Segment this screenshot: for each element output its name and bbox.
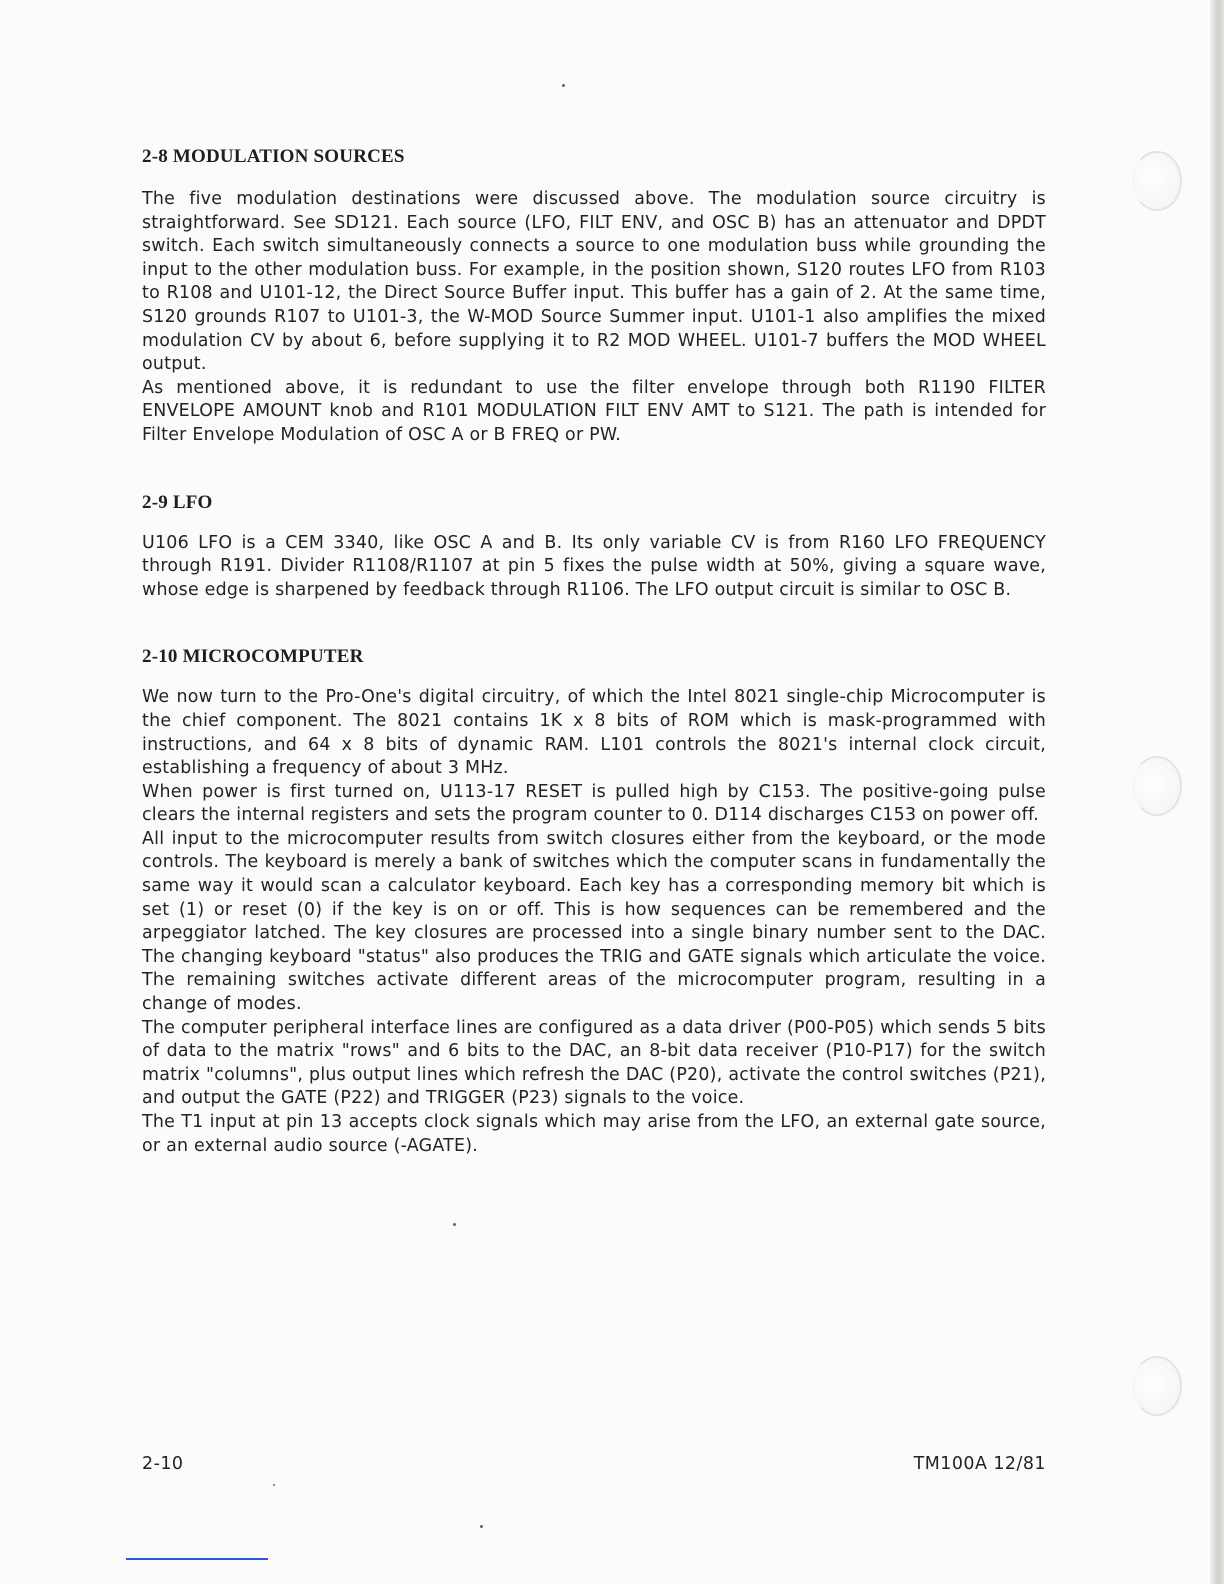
paragraph: The five modulation destinations were discussed above. The modulation source circuitry is straightforward. See SD121. Each source (LFO, FILT ENV, and OSC B) has an attenuator and DPDT switch. Each switch simultaneously connects a source to one modulation buss while grounding the input to the other modulation buss. For example, in the position shown, S120 routes LFO from R103 to R108 and U101-12, the Direct Source Buffer input. This buffer has a gain of 2. At the same time, S120 grounds R107 to U101-3, the W-MOD Source Summer input. U101-1 also amplifies the mixed modulation CV by about 6, before supplying it to R2 MOD WHEEL. U101-7 buffers the MOD WHEEL output. bbox=[142, 189, 1046, 375]
binder-punch-hole bbox=[1132, 1356, 1182, 1416]
section-heading-lfo: 2-9 LFO bbox=[142, 491, 213, 513]
paragraph: As mentioned above, it is redundant to use the filter envelope through both R1190 FILTER ENVELOPE AMOUNT knob and R101 MODULATION FILT ENV AMT to S121. The path is intended for Filter Envelope Modulation of OSC A or B FREQ or PW. bbox=[142, 377, 1046, 445]
document-code: TM100A 12/81 bbox=[913, 1454, 1046, 1474]
scan-speck bbox=[480, 1525, 483, 1528]
blue-rule-line bbox=[126, 1558, 268, 1560]
section-heading-microcomputer: 2-10 MICROCOMPUTER bbox=[142, 646, 364, 668]
paragraph: The computer peripheral interface lines are configured as a data driver (P00-P05) which sends 5 bits of data to the matrix "rows" and 6 bits to the DAC, an 8-bit data receiver (P10-P17) for the switch matrix "columns", plus output lines which refresh the DAC (P20), activate the control switches (P21), and output the GATE (P22) and TRIGGER (P23) signals to the voice. bbox=[142, 1017, 1046, 1109]
document-body bbox=[142, 140, 1046, 1158]
binder-punch-hole bbox=[1132, 151, 1182, 211]
binder-punch-hole bbox=[1132, 756, 1182, 816]
page-footer bbox=[142, 1454, 1046, 1474]
scan-speck bbox=[273, 1484, 275, 1486]
section-heading-modulation-sources: 2-8 MODULATION SOURCES bbox=[142, 146, 405, 167]
scan-speck bbox=[453, 1223, 456, 1226]
paragraph: All input to the microcomputer results from switch closures either from the keyboard, or the mode controls. The keyboard is merely a bank of switches which the computer scans in fundamentally the same way it would scan a calculator keyboard. Each key has a corresponding memory bit which is set (1) or reset (0) if the key is on or off. This is how sequences can be remembered and the arpeggiator latched. The key closures are processed into a single binary number sent to the DAC. The changing keyboard "status" also produces the TRIG and GATE signals which articulate the voice. The remaining switches activate different areas of the microcomputer program, resulting in a change of modes. bbox=[142, 828, 1046, 1015]
page-edge-shadow bbox=[1210, 0, 1224, 1584]
paragraph: We now turn to the Pro-One's digital circuitry, of which the Intel 8021 single-chip Microcomputer is the chief component. The 8021 contains 1K x 8 bits of ROM which is mask-programmed with instructions, and 64 x 8 bits of dynamic RAM. L101 controls the 8021's internal clock circuit, establishing a frequency of about 3 MHz. bbox=[142, 687, 1046, 779]
page-number: 2-10 bbox=[142, 1454, 184, 1474]
paragraph: The T1 input at pin 13 accepts clock signals which may arise from the LFO, an external gate source, or an external audio source (-AGATE). bbox=[142, 1112, 1046, 1156]
paragraph: When power is first turned on, U113-17 RESET is pulled high by C153. The positive-going pulse clears the internal registers and sets the program counter to 0. D114 discharges C153 on power off. bbox=[142, 781, 1046, 826]
scan-speck bbox=[562, 84, 565, 87]
paragraph: U106 LFO is a CEM 3340, like OSC A and B. Its only variable CV is from R160 LFO FREQUENCY through R191. Divider R1108/R1107 at pin 5 fixes the pulse width at 50%, giving a square wave, whose edge is sharpened by feedback through R1106. The LFO output circuit is similar to OSC B. bbox=[142, 532, 1046, 600]
